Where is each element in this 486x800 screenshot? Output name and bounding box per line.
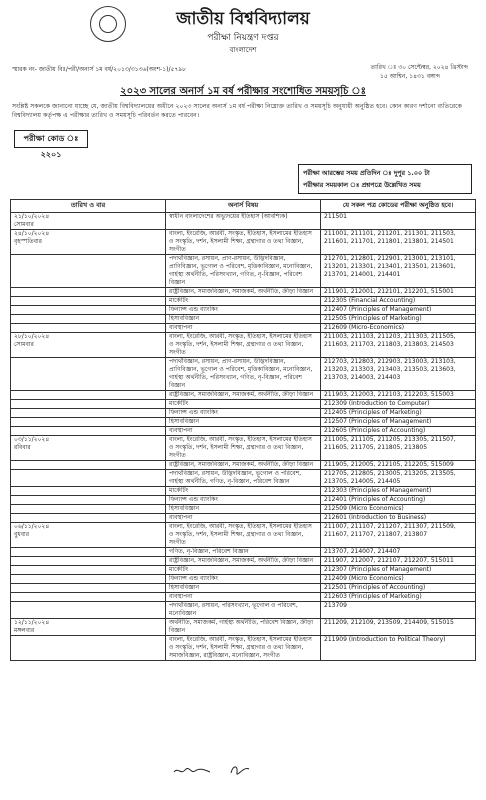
table-row bbox=[11, 436, 476, 461]
table-row bbox=[11, 602, 476, 619]
cell-codes: 212407 (Principles of Management) bbox=[321, 306, 476, 315]
cell-subject: পদার্থবিজ্ঞান, রসায়ন, প্রাণ-রসায়ন, উদ্ভিদবিজ্ঞান, প্রাণিবিজ্ঞান, ভূগোল ও পরিবেশ, মৃত্তিকাবিজ্ঞান, মনোবিজ্ঞান, গার্হস্থ্য অর্থনীতি, পরিসংখ্যান, গণিত, নৃ-বিজ্ঞান, পরিবেশ বিজ্ঞান bbox=[166, 255, 321, 288]
cell-date bbox=[11, 505, 166, 514]
cell-date bbox=[11, 548, 166, 557]
table-row bbox=[11, 470, 476, 487]
table-row bbox=[11, 230, 476, 255]
cell-codes: 211003, 211103, 211203, 211303, 211505, 211603, 211703, 211803, 213803, 214503 bbox=[321, 333, 476, 358]
cell-date bbox=[11, 358, 166, 391]
cell-codes: 211005, 211105, 211205, 213305, 211507, 211605, 211705, 211805, 213805 bbox=[321, 436, 476, 461]
cell-codes: 212601 (Introduction to Business) bbox=[321, 514, 476, 523]
cell-codes: 212309 (Introduction to Computer) bbox=[321, 400, 476, 409]
cell-codes: 211903, 212003, 212103, 212203, 515003 bbox=[321, 391, 476, 400]
cell-subject: রাষ্ট্রবিজ্ঞান, সমাজবিজ্ঞান, সমাজকর্ম, অর্থনীতি, ক্রীড়া বিজ্ঞান bbox=[166, 557, 321, 566]
exam-time-box bbox=[298, 164, 472, 194]
cell-subject: রাষ্ট্রবিজ্ঞান, সমাজবিজ্ঞান, সমাজকর্ম, অর্থনীতি, ক্রীড়া বিজ্ঞান bbox=[166, 391, 321, 400]
cell-date: ২৪/১০/২০২৪ বৃহস্পতিবার bbox=[11, 230, 166, 255]
cell-subject: ব্যবস্থাপনা bbox=[166, 324, 321, 333]
cell-date: ২৮/১০/২০২৪ সোমবার bbox=[11, 333, 166, 358]
memo-number: স্মারক নং- জাতীয় বিঃ/পরী/অনার্স ১ম বর্ষ/২০১৩/৩১৩৬(অংশ-১)/৫৭৯৮ bbox=[12, 66, 187, 73]
cell-subject: গণিত, নৃ-বিজ্ঞান, পরিবেশ বিজ্ঞান bbox=[166, 548, 321, 557]
cell-date bbox=[11, 636, 166, 661]
date-bengali: ১৫ আশ্বিন, ১৪৩১ বঙ্গাব্দ bbox=[380, 73, 440, 80]
cell-date bbox=[11, 557, 166, 566]
cell-codes: 212509 (Micro Economics) bbox=[321, 505, 476, 514]
cell-date bbox=[11, 255, 166, 288]
cell-codes: 212501 (Principles of Accounting) bbox=[321, 584, 476, 593]
exam-duration: পরীক্ষার সময়কাল ঃ প্রশ্নপত্রে উল্লেখিত সময় bbox=[303, 181, 421, 189]
cell-codes: 212605 (Principles of Accounting) bbox=[321, 427, 476, 436]
cell-subject: ফিন্যান্স এন্ড ব্যাংকিং bbox=[166, 306, 321, 315]
cell-subject: ব্যবস্থাপনা bbox=[166, 593, 321, 602]
cell-subject: ব্যবস্থাপনা bbox=[166, 427, 321, 436]
schedule-rows bbox=[11, 213, 476, 661]
col-header-date: তারিখ ও বার bbox=[11, 200, 166, 213]
cell-codes: 212401 (Principles of Accounting) bbox=[321, 496, 476, 505]
exam-code-box: পরীক্ষা কোড ঃ ২২০১ bbox=[14, 130, 88, 148]
table-row bbox=[11, 548, 476, 557]
table-row bbox=[11, 400, 476, 409]
table-row bbox=[11, 461, 476, 470]
cell-codes: 212507 (Principles of Management) bbox=[321, 418, 476, 427]
cell-subject: হিসাববিজ্ঞান bbox=[166, 505, 321, 514]
table-row bbox=[11, 358, 476, 391]
table-row bbox=[11, 593, 476, 602]
cell-codes: 213709 bbox=[321, 602, 476, 619]
table-row bbox=[11, 213, 476, 230]
cell-codes: 212307 (Principles of Management) bbox=[321, 566, 476, 575]
cell-codes: 212405 (Principles of Marketing) bbox=[321, 409, 476, 418]
cell-date bbox=[11, 470, 166, 487]
cell-date bbox=[11, 324, 166, 333]
cell-subject: ব্যবস্থাপনা bbox=[166, 514, 321, 523]
cell-date: ০৩/১১/২০২৪ রবিবার bbox=[11, 436, 166, 461]
table-row bbox=[11, 619, 476, 636]
table-row bbox=[11, 297, 476, 306]
cell-date bbox=[11, 584, 166, 593]
cell-subject: ফিন্যান্স এন্ড ব্যাংকিং bbox=[166, 496, 321, 505]
cell-codes: 211501 bbox=[321, 213, 476, 230]
col-header-codes: যে সকল পত্র কোডের পরীক্ষা অনুষ্ঠিত হবে। bbox=[321, 200, 476, 213]
table-row bbox=[11, 418, 476, 427]
cell-subject: হিসাববিজ্ঞান bbox=[166, 315, 321, 324]
cell-subject: পদার্থবিজ্ঞান, রসায়ন, প্রাণ-রসায়ন, উদ্ভিদবিজ্ঞান, প্রাণিবিজ্ঞান, ভূগোল ও পরিবেশ, মৃত্তিকাবিজ্ঞান, মনোবিজ্ঞান, গার্হস্থ্য অর্থনীতি, পরিসংখ্যান, গণিত, নৃ-বিজ্ঞান, পরিবেশ বিজ্ঞান bbox=[166, 358, 321, 391]
cell-codes: 211909 (Introduction to Political Theory) bbox=[321, 636, 476, 661]
table-row bbox=[11, 255, 476, 288]
cell-codes: 211907, 212007, 212107, 212207, 515011 bbox=[321, 557, 476, 566]
table-row bbox=[11, 514, 476, 523]
table-row bbox=[11, 566, 476, 575]
table-row bbox=[11, 391, 476, 400]
notice-text: সংশ্লিষ্ট সকলকে জানানো যাচ্ছে যে, জাতীয় বিশ্ববিদ্যালয়ের অধীনে ২০২৩ সালের অনার্স ১ম বর্ষ পরীক্ষা নিম্নোক্ত তারিখ ও সময়সূচি অনুযায়ী অনুষ্ঠিত হবে। কোন কারণ দর্শানো ব্যতিরেকে বিশ্ববিদ্যালয় কর্তৃপক্ষ এ পরীক্ষার তারিখ ও সময়সূচি পরিবর্তন করতে পারবেন। bbox=[12, 103, 462, 119]
cell-date bbox=[11, 593, 166, 602]
notice-title: ২০২৩ সালের অনার্স ১ম বর্ষ পরীক্ষার সংশোধিত সময়সূচি ঃ bbox=[120, 86, 366, 97]
cell-subject: হিসাববিজ্ঞান bbox=[166, 584, 321, 593]
cell-date bbox=[11, 602, 166, 619]
date-gregorian-value: ৩০ সেপ্টেম্বর, ২০২৪ খ্রিস্টাব্দ bbox=[398, 64, 468, 71]
cell-date bbox=[11, 409, 166, 418]
university-name: জাতীয় বিশ্ববিদ্যালয় bbox=[176, 9, 310, 29]
cell-subject: রাষ্ট্রবিজ্ঞান, সমাজবিজ্ঞান, সমাজকর্ম, অর্থনীতি, ক্রীড়া বিজ্ঞান bbox=[166, 288, 321, 297]
cell-date bbox=[11, 575, 166, 584]
table-row bbox=[11, 324, 476, 333]
cell-date bbox=[11, 496, 166, 505]
cell-date bbox=[11, 400, 166, 409]
table-row bbox=[11, 557, 476, 566]
cell-codes: 212305 (Financial Accounting) bbox=[321, 297, 476, 306]
cell-date: ১২/১১/২০২৪ মঙ্গলবার bbox=[11, 619, 166, 636]
cell-subject: অর্থনীতি, সমাজকর্ম, গার্হস্থ্য অর্থনীতি, পরিবেশ বিজ্ঞান, ক্রীড়া বিজ্ঞান bbox=[166, 619, 321, 636]
cell-date bbox=[11, 418, 166, 427]
cell-date bbox=[11, 566, 166, 575]
cell-codes: 212303 (Principles of Management) bbox=[321, 487, 476, 496]
cell-codes: 211001, 211101, 211201, 211301, 211503, 211601, 211701, 211801, 213801, 214501 bbox=[321, 230, 476, 255]
cell-date bbox=[11, 461, 166, 470]
country-name: বাংলাদেশ bbox=[229, 46, 257, 54]
cell-date bbox=[11, 391, 166, 400]
cell-subject: মার্কেটিং bbox=[166, 487, 321, 496]
table-header-row bbox=[11, 200, 476, 213]
cell-codes: 212703, 212803, 212903, 213003, 213103, 213203, 213303, 213403, 213503, 213603, 213703, 214003, 214403 bbox=[321, 358, 476, 391]
cell-date bbox=[11, 514, 166, 523]
cell-codes: 213707, 214007, 214407 bbox=[321, 548, 476, 557]
table-row bbox=[11, 288, 476, 297]
table-row bbox=[11, 427, 476, 436]
office-name: পরীক্ষা নিয়ন্ত্রণ দপ্তর bbox=[207, 33, 279, 43]
table-row bbox=[11, 315, 476, 324]
cell-date: ২১/১০/২০২৪ সোমবার bbox=[11, 213, 166, 230]
table-row bbox=[11, 487, 476, 496]
cell-date bbox=[11, 315, 166, 324]
cell-subject: বাংলা, ইংরেজি, আরবী, সংস্কৃত, ইতিহাস, ইসলামের ইতিহাস ও সংস্কৃতি, দর্শন, ইসলামী শিক্ষা, গ্রন্থাগার ও তথ্য বিজ্ঞান, সমাজবিজ্ঞান, রাষ্ট্রবিজ্ঞান, মনোবিজ্ঞান, সংগীত bbox=[166, 636, 321, 661]
exam-start-time: পরীক্ষা আরম্ভের সময় প্রতিদিন ঃ দুপুর ১.০০ টা bbox=[303, 169, 430, 177]
table-row bbox=[11, 505, 476, 514]
table-row bbox=[11, 496, 476, 505]
cell-date bbox=[11, 306, 166, 315]
cell-subject: ফিন্যান্স এন্ড ব্যাংকিং bbox=[166, 409, 321, 418]
table-row bbox=[11, 636, 476, 661]
cell-codes: 212609 (Micro-Economics) bbox=[321, 324, 476, 333]
table-row bbox=[11, 409, 476, 418]
cell-subject: পদার্থবিজ্ঞান, রসায়ন, পরিসংখ্যান, ভূগোল ও পরিবেশ, মনোবিজ্ঞান bbox=[166, 602, 321, 619]
cell-codes: 211209, 212109, 213509, 214409, 515015 bbox=[321, 619, 476, 636]
col-header-subject: অনার্স বিষয় bbox=[166, 200, 321, 213]
cell-codes: 212505 (Principles of Marketing) bbox=[321, 315, 476, 324]
cell-subject: বাংলা, ইংরেজি, আরবী, সংস্কৃত, ইতিহাস, ইসলামের ইতিহাস ও সংস্কৃতি, দর্শন, ইসলামী শিক্ষা, গ্রন্থাগার ও তথ্য বিজ্ঞান, সংগীত bbox=[166, 230, 321, 255]
table-row bbox=[11, 306, 476, 315]
table-row bbox=[11, 523, 476, 548]
signature-right bbox=[229, 763, 251, 777]
cell-subject: পদার্থবিজ্ঞান, রসায়ন, উদ্ভিদবিজ্ঞান, ভূগোল ও পরিবেশ, গার্হস্থ্য অর্থনীতি, গণিত, নৃ-বিজ্ঞান, পরিবেশ বিজ্ঞান bbox=[166, 470, 321, 487]
cell-date bbox=[11, 427, 166, 436]
cell-date bbox=[11, 487, 166, 496]
cell-codes: 212603 (Principles of Marketing) bbox=[321, 593, 476, 602]
signature-left bbox=[173, 766, 211, 776]
cell-codes: 212409 (Micro Economics) bbox=[321, 575, 476, 584]
schedule-table bbox=[10, 199, 476, 661]
cell-subject: স্বাধীন বাংলাদেশের অভ্যুদয়ের ইতিহাস (আবশ্যিক) bbox=[166, 213, 321, 230]
cell-subject: রাষ্ট্রবিজ্ঞান, সমাজবিজ্ঞান, সমাজকর্ম, অর্থনীতি, ক্রীড়া বিজ্ঞান bbox=[166, 461, 321, 470]
table-row bbox=[11, 584, 476, 593]
cell-codes: 212705, 212805, 213005, 213205, 213505, 213705, 214005, 214405 bbox=[321, 470, 476, 487]
cell-subject: ফিন্যান্স এন্ড ব্যাংকিং bbox=[166, 575, 321, 584]
cell-date bbox=[11, 297, 166, 306]
cell-date: ০৬/১১/২০২৪ বুধবার bbox=[11, 523, 166, 548]
cell-subject: বাংলা, ইংরেজি, আরবী, সংস্কৃত, ইতিহাস, ইসলামের ইতিহাস ও সংস্কৃতি, দর্শন, ইসলামী শিক্ষা, গ্রন্থাগার ও তথ্য বিজ্ঞান, সংগীত bbox=[166, 523, 321, 548]
cell-codes: 211901, 212001, 212101, 212201, 515001 bbox=[321, 288, 476, 297]
cell-subject: মার্কেটিং bbox=[166, 297, 321, 306]
cell-subject: বাংলা, ইংরেজি, আরবী, সংস্কৃত, ইতিহাস, ইসলামের ইতিহাস ও সংস্কৃতি, দর্শন, ইসলামী শিক্ষা, গ্রন্থাগার ও তথ্য বিজ্ঞান, সংগীত bbox=[166, 333, 321, 358]
table-row bbox=[11, 333, 476, 358]
cell-subject: হিসাববিজ্ঞান bbox=[166, 418, 321, 427]
cell-codes: 212701, 212801, 212901, 213001, 213101, 213201, 213301, 213401, 213501, 213601, 213701, 214001, 214401 bbox=[321, 255, 476, 288]
cell-codes: 211007, 211107, 211207, 211307, 211509, 211607, 211707, 211807, 213807 bbox=[321, 523, 476, 548]
cell-subject: মার্কেটিং bbox=[166, 566, 321, 575]
cell-codes: 211905, 212005, 212105, 212205, 515009 bbox=[321, 461, 476, 470]
cell-subject: বাংলা, ইংরেজি, আরবী, সংস্কৃত, ইতিহাস, ইসলামের ইতিহাস ও সংস্কৃতি, দর্শন, ইসলামী শিক্ষা, গ্রন্থাগার ও তথ্য বিজ্ঞান, সংগীত bbox=[166, 436, 321, 461]
table-row bbox=[11, 575, 476, 584]
cell-subject: মার্কেটিং bbox=[166, 400, 321, 409]
cell-date bbox=[11, 288, 166, 297]
date-label: তারিখ ঃ bbox=[370, 64, 397, 71]
